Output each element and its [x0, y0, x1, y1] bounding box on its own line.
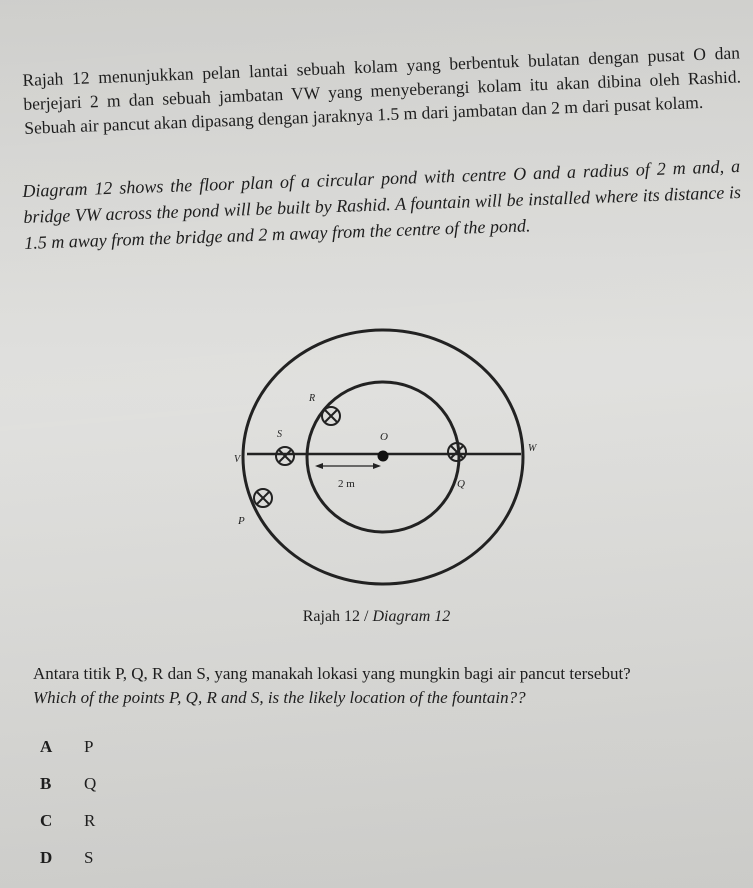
option-letter: B	[40, 774, 52, 793]
option-b[interactable]	[40, 774, 240, 811]
option-value: Q	[84, 774, 97, 793]
option-a[interactable]	[40, 737, 240, 774]
label-o: O	[380, 431, 388, 443]
diagram-caption	[0, 608, 753, 626]
answer-options	[40, 737, 240, 885]
option-letter: C	[40, 811, 53, 830]
point-p-marker	[254, 489, 272, 507]
option-letter: A	[40, 737, 53, 756]
label-q: Q	[457, 478, 465, 490]
option-value: R	[84, 811, 96, 830]
question-text-malay: Rajah 12 menunjukkan pelan lantai sebuah kolam yang berbentuk bulatan dengan pusat O dan berjejari 2 m dan sebuah jambatan VW yang menyeberangi kolam itu akan dibina oleh Rashid. Sebuah air pancut akan dipasang dengan jaraknya 1.5 m dari jambatan dan 2 m dari pusat kolam.	[22, 42, 742, 138]
point-r-marker	[322, 407, 340, 425]
pond-diagram	[225, 325, 545, 595]
label-radius: 2 m	[338, 478, 355, 490]
caption-english: Diagram 12	[372, 608, 451, 625]
option-letter: D	[40, 848, 53, 867]
radius-arrowhead-right	[373, 463, 381, 469]
option-value: S	[84, 848, 94, 867]
centre-point	[378, 451, 389, 462]
point-s-marker	[276, 447, 294, 465]
label-v: V	[234, 454, 241, 465]
question-text-english: Diagram 12 shows the floor plan of a circular pond with centre O and a radius of 2 m and, a bridge VW across the pond will be built by Rashid. A fountain will be installed where its distance is 1.5 m away from the bridge and 2 m away from the centre of the pond.	[22, 155, 742, 253]
caption-malay: Rajah 12 /	[302, 608, 373, 625]
radius-arrowhead-left	[315, 463, 323, 469]
option-value: P	[84, 737, 94, 756]
option-c[interactable]	[40, 811, 240, 848]
option-d[interactable]	[40, 848, 240, 885]
prompt-malay: Antara titik P, Q, R dan S, yang manakah lokasi yang mungkin bagi air pancut tersebut?	[33, 664, 631, 683]
prompt-english: Which of the points P, Q, R and S, is the likely location of the fountain??	[33, 688, 526, 707]
label-p: P	[238, 515, 245, 527]
label-r: R	[309, 393, 316, 404]
label-w: W	[528, 443, 537, 454]
label-s: S	[277, 429, 282, 440]
